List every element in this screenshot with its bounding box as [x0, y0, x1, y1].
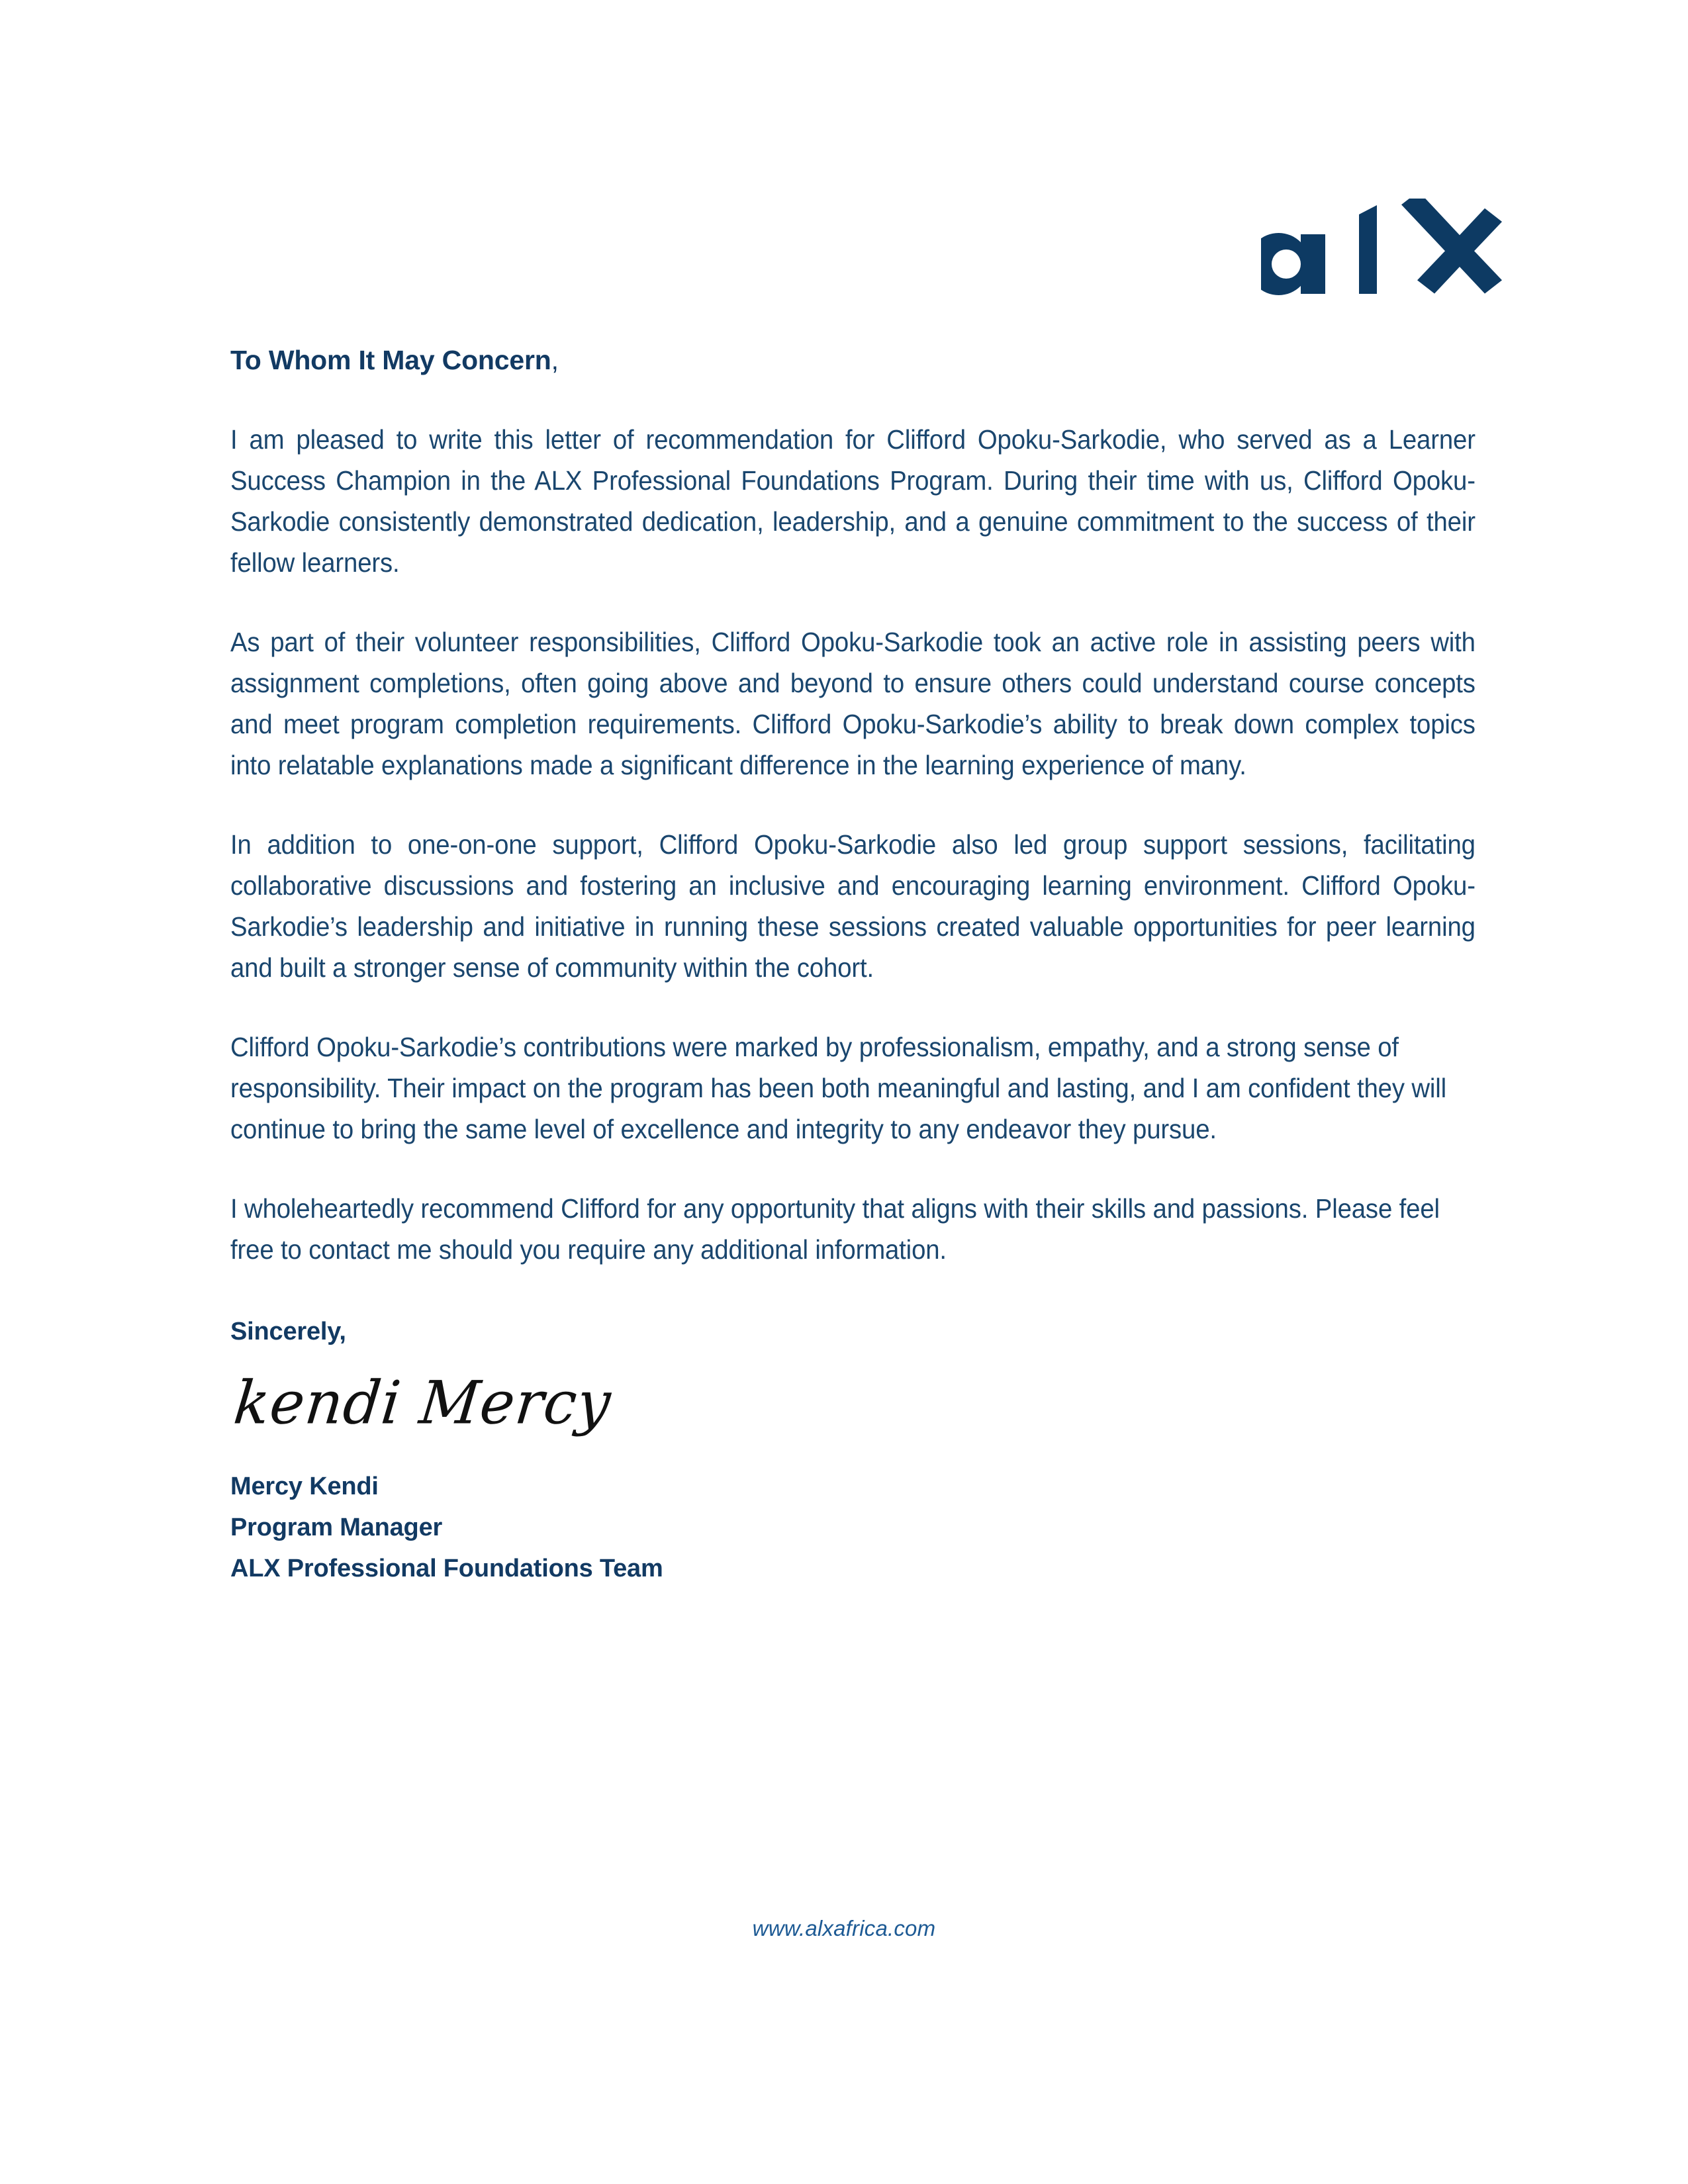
paragraph-4: Clifford Opoku-Sarkodie’s contributions were marked by professionalism, empathy, and a strong sense of responsibility. Their impact on the program has been both meaningful and lasting, and I am confident they will continue to bring the same level of excellence and integrity to any endeavor they pursue. [230, 1032, 1447, 1145]
footer [0, 1916, 1688, 1941]
closing-salutation: Sincerely, [230, 1318, 346, 1346]
spacer [230, 1150, 1475, 1188]
spacer [230, 988, 1475, 1026]
salutation [230, 344, 1475, 377]
paragraph-1: I am pleased to write this letter of recommendation for Clifford Opoku-Sarkodie, who served as a Learner Success Champion in the ALX Professional Foundations Program. During their time with us, Clifford Opoku-Sarkodie consistently demonstrated dedication, leadership, and a genuine commitment to the success of their fellow learners. [230, 424, 1476, 578]
paragraph-5: I wholeheartedly recommend Clifford for any opportunity that aligns with their skills and passions. Please feel free to contact me should you require any additional information. [230, 1193, 1440, 1265]
spacer [230, 583, 1475, 621]
spacer [230, 1346, 1475, 1369]
spacer [230, 377, 1475, 419]
handwritten-signature: kendi Mercy [230, 1368, 615, 1438]
signer-block [230, 1466, 1475, 1589]
salutation-text: To Whom It May Concern [230, 345, 551, 375]
salutation-comma: , [551, 345, 559, 375]
alx-logo [1261, 199, 1513, 304]
spacer [230, 1270, 1475, 1318]
paragraph-3: In addition to one-on-one support, Clifford Opoku-Sarkodie also led group support sessions, facilitating collaborative discussions and fostering an inclusive and encouraging learning environment. Clifford Opoku-Sarkodie’s leadership and initiative in running these sessions created valuable opportunities for peer learning and built a stronger sense of community within the cohort. [230, 829, 1476, 983]
letter-body [230, 344, 1475, 1589]
signer-name: Mercy Kendi [230, 1473, 379, 1501]
signer-team: ALX Professional Foundations Team [230, 1555, 663, 1583]
signer-title: Program Manager [230, 1514, 443, 1542]
spacer [230, 786, 1475, 824]
paragraph-2: As part of their volunteer responsibilities, Clifford Opoku-Sarkodie took an active role in assisting peers with assignment completions, often going above and beyond to ensure others could understand course concepts and meet program completion requirements. Clifford Opoku-Sarkodie’s ability to break down complex topics into relatable explanations made a significant difference in the learning experience of many. [230, 627, 1476, 781]
spacer [230, 1437, 1475, 1466]
footer-website-link[interactable]: www.alxafrica.com [752, 1916, 936, 1940]
